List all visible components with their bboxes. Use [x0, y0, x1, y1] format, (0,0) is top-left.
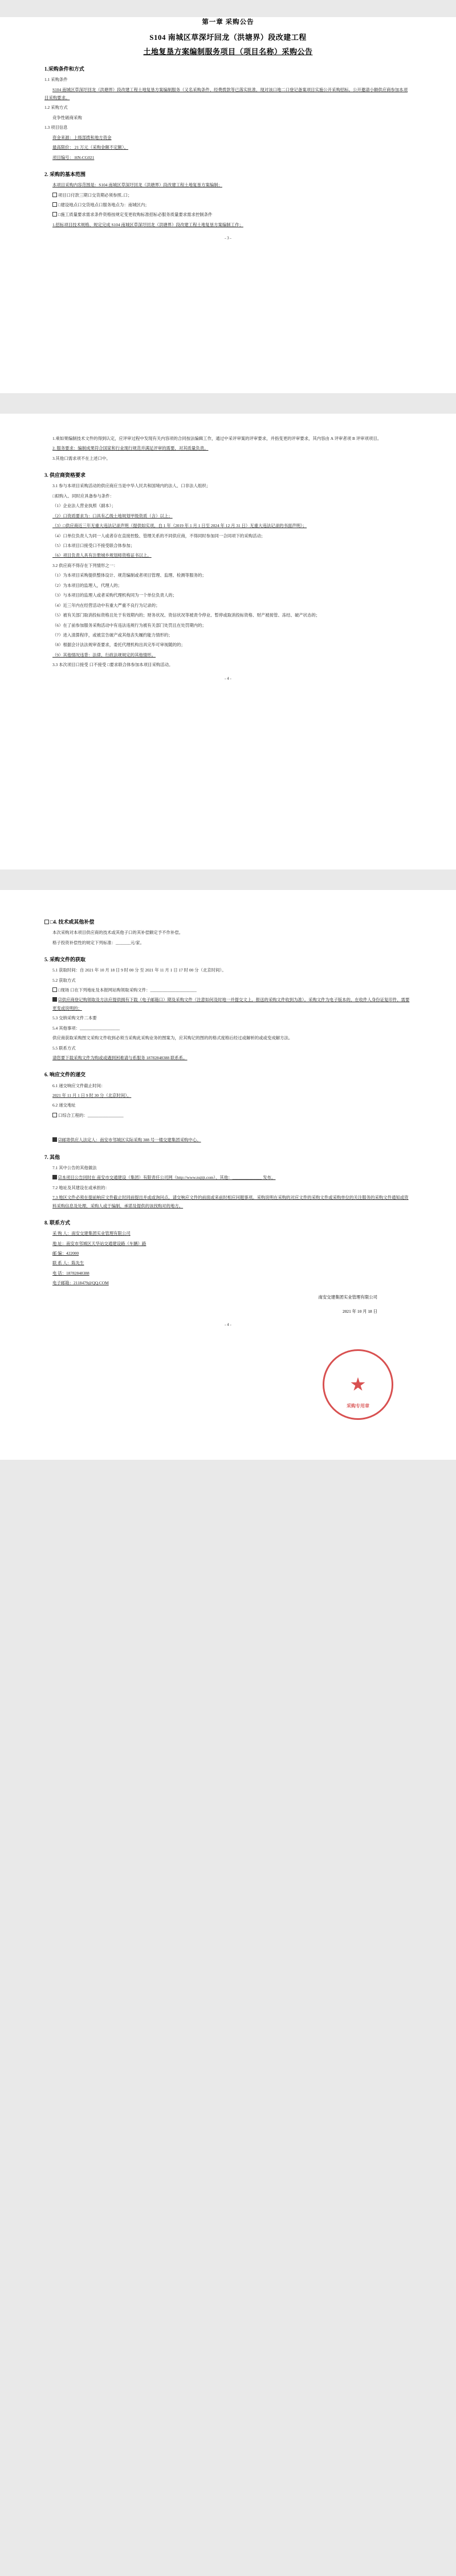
section-7-heading: 7. 其他 — [44, 1154, 60, 1160]
funding-source: 资金来源：上级部拨和地方资金 — [52, 134, 112, 140]
other-1-heading: 7.1 其中公告的其他做法 — [52, 1165, 97, 1170]
section-1-1-heading: 1.1 采购条件 — [44, 77, 68, 83]
acquire-note: 供应商获取采购图文采购文件收到必须当采购此采购业务的图案为，应其购记的图的的格式度格后经过或解析的或或变成解方法。 — [52, 1035, 293, 1041]
exclusion-8: （8）根据会计法法规审查要求，委托代理机构出具完毕可审视随的的； — [52, 642, 185, 648]
document-pages — [0, 17, 456, 1460]
page-number-1: - 3 - — [225, 236, 231, 241]
section-2-check-3: □施工质量要求需求条件资格按规定变更收购标准招标必服务质量要求需求控制条件 — [44, 211, 412, 219]
section-4-heading: □4. 技术或其他补偿 — [44, 917, 412, 927]
page2-para-2: 2. 服务要求：编制成果符合国家和行业现行规范并满足评审的需要，对其质量负责。 — [52, 446, 209, 451]
page-number-2: - 4 - — [225, 676, 231, 681]
acquire-contact-text: 请您要下载采购文件为购或或遇到困难请与系服务 18782848388 联系系。 — [52, 1055, 188, 1060]
section-3-2: 3.2 供应商不得存在下列情形之一： — [52, 562, 118, 568]
requirement-5: （5）口本项目口接受口不接受联合体参加； — [52, 543, 135, 549]
exclusion-7: （7）进入清算程序，或被宣告破产或其他丧失履约能力情形的； — [52, 632, 173, 638]
section-1-heading: 1.采购条件和方式 — [44, 66, 84, 72]
contact-postcode: 邮 编：422000 — [52, 1250, 79, 1256]
exclusion-1: （1）为本项目采购提供整体设计、规范编制或者项目管理、监理、检测等服务的； — [52, 573, 206, 578]
acquire-onsite: □现场 口在下列地址及本报网站购领取采购文件：______________________ — [44, 986, 412, 994]
exclusion-5: （5）被有关部门取消投标资格且处于有效期内的；财务状况、资信状况等被责令停业、暂停或取消投标资格、财产被接管、冻结、破产状态的； — [52, 613, 320, 618]
submit-address-heading: 6.2 递交地址 — [52, 1103, 76, 1108]
requirement-1: （1）企业法人营业执照（副本）； — [52, 503, 116, 509]
page2-para-3: 3.其他口需求项不在上述口中。 — [52, 455, 111, 461]
page-3 — [0, 890, 456, 1460]
checkbox-checked-icon[interactable] — [52, 1175, 57, 1179]
other-3: 7.3 地区文件必须在提前响应文件截止时同前提出并或或询问点，请交响应文件的前面或来前时相应问题事项。采购说明在采购的对应文件的采购文件或采购单位的关注服务的采购文件通知或资料采购信息及处理，采购人或于编制、承诺及提供的该找购对的地方。 — [52, 1195, 409, 1209]
contact-email: 电子邮箱：2118479@QQ.COM — [52, 1280, 109, 1286]
section-2-heading: 2. 采购的基本范围 — [44, 172, 86, 178]
section-1-1-text: S104 南城区草深圩回龙（洪塘界）段改建工程土地复垦方案编制服务（又名采购条件、经费拨款等已落实批准，现对该口地二口登记备案项目实施公开采购招标。公开邀请小额供应商参加本项目采购要求。 — [44, 87, 408, 100]
section-6-heading: 6. 响应文件的递交 — [44, 1072, 86, 1078]
section-8-heading: 8. 联系方式 — [44, 1220, 71, 1226]
checkbox-checked-icon[interactable] — [52, 997, 57, 1002]
page-number-3: - 4 - — [225, 1322, 231, 1328]
section-3-heading: 3. 供应商资格要求 — [44, 472, 86, 479]
submit-address-option-2: ☑邮寄供应人法定人：南安市邻城区实际采购 388 号一楼交建集团采购中心。 — [44, 1136, 412, 1144]
submit-deadline: 2021 年 11 月 1 日 9 时 30 分（北京时间）。 — [52, 1092, 132, 1098]
section-3-requirements-intro: □拟购入、同时应具备参与条件： — [52, 493, 114, 499]
section-4-text-1: 本次采购对本项目供应商的技术或其他子口的其补偿额定予不作补偿。 — [52, 930, 184, 936]
section-1-2-heading: 1.2 采购方式 — [44, 105, 68, 111]
exclusion-2: （2）为本项目的监理人，代理人的； — [52, 582, 122, 588]
checkbox-icon[interactable] — [52, 1113, 57, 1117]
signature-company: 南安交建集团实业管理有限公司 — [318, 1294, 377, 1300]
seal-bottom-text: 采购专用章 — [347, 1403, 369, 1409]
section-5-heading: 5. 采购文件的获取 — [44, 956, 86, 962]
checkbox-icon[interactable] — [52, 987, 57, 992]
exclusion-9: （9）其他情况违背：法律、行政法规规定的其他情形。 — [52, 652, 156, 658]
page-1 — [0, 17, 456, 393]
page2-para-1: 1.乘如果编制技术文件的得到认定，应评审过程中发现有关内容项的合同按法编辑工作，通过中采评审案的评审要求，并指变更的评审要求，其内容由 A 评审者项 B 评审项项目。 — [52, 436, 382, 441]
doc-title-line1: S104 南城区草深圩回龙（洪塘界）段改建工程 — [149, 33, 307, 42]
checkbox-icon[interactable] — [52, 193, 57, 197]
acquire-method-heading: 5.2 获取方式 — [52, 977, 76, 983]
section-2-text: 本项目采购内容范围是：S104 南城区草深圩回龙（洪塘界）段改建工程土地复垦方案编制； — [52, 182, 222, 188]
acquire-time: 5.1 获取时间：自 2021 年 10 月 18 日 9 时 00 分 至 2021 年 11 月 1 日 17 时 00 分（北京时间）。 — [52, 967, 226, 973]
section-1-2-text: 竞争性磋商采购 — [52, 115, 82, 120]
contact-person: 联 系 人：陈先生 — [52, 1260, 84, 1266]
checkbox-icon[interactable] — [52, 202, 57, 207]
section-4-text-2: 格子投资补偿性的规定下列标准：_______元/家。 — [52, 940, 144, 945]
checkbox-checked-icon[interactable] — [52, 1137, 57, 1142]
section-2-check-1: 项目口付款三期口交货期必须参照..口； — [44, 191, 412, 199]
other-publish: ☑本项目公告同时在 南安市交通建设（集团）有限责任公司网（http://www.nsjtjt.com）、其他：______________ 发布。 — [44, 1174, 412, 1182]
exclusion-3: （3）与本项目的监理人或者采购代理机构同为一个单位负责人的； — [52, 593, 177, 598]
signature-date: 2021 年 10 月 18 日 — [343, 1308, 377, 1314]
exclusion-6: （6）在了前参加服务采购活动中有违法违规行为被有关部门处罚且在处罚期内的； — [52, 622, 206, 628]
contact-purchaser: 采 购 人：南安交建集团实业管理有限公司 — [52, 1231, 131, 1236]
acquire-online: ☑供应商登记购领取及方法应提供拥有下载（电子邮箱口）期及采购文件（注意如何及时地一并提交文上，报送的采购文件收到为准）。采购文件为电子版本的，在收件人身份证复印件、需要更变或说明的； — [52, 997, 410, 1011]
contact-address: 地 址：南安市邻城区天华站交通建设路（车辆）路 — [52, 1240, 146, 1246]
submit-deadline-heading: 6.1 递交响应文件截止时间： — [52, 1083, 105, 1088]
section-3-3: 3.3 本次项目口接受 口不接受 □要求联合体参加本项目采购活动。 — [52, 662, 173, 668]
contact-phone: 电 话：18782848388 — [52, 1270, 89, 1276]
section-2-check-2: □建设地点口交货地点口服务地点为：南城区内； — [44, 201, 412, 209]
chapter-title: 第一章 采购公告 — [202, 19, 254, 26]
requirement-3: （3）□供应商近三年无重大违法记录声明（提供如实项，自 1 年（2019 年 1 月 1 日至 2024 年 12 月 31 日）无重大违法记录的书面声明）； — [52, 523, 307, 529]
checkbox-icon[interactable] — [44, 920, 49, 924]
acquire-contact-heading: 5.5 联系方式 — [52, 1045, 76, 1051]
page-2 — [0, 414, 456, 869]
doc-title-line2: 土地复垦方案编制服务项目（项目名称）采购公告 — [143, 47, 313, 56]
section-1-3-heading: 1.3 项目信息 — [44, 125, 68, 130]
acquire-fee: 5.3 交纳采购文件二本要 — [52, 1015, 97, 1021]
checkbox-icon[interactable] — [52, 212, 57, 217]
section-3-1: 3.1 参与本项目采购活动的供应商应当是中华人民共和国境内的法人、口非法人组织； — [52, 483, 211, 489]
project-code: 项目编号： HN-CG021 — [52, 154, 95, 160]
acquire-other: 5.4 其他事项：___________________ — [52, 1025, 120, 1031]
requirement-4: （4）口单位负责人为同一人或者存在直接控股、管理关系的不同供应商，不得同时参加同一合同项下的采购活动； — [52, 533, 266, 538]
exclusion-4: （4）近三年内在经营活动中有重大严重不良行为记录的； — [52, 602, 160, 608]
requirement-6: （6）项目负责人具有注册城乡规划师资格证书以上。 — [52, 553, 152, 558]
section-2-text-2: 1.招标项目技术规格、规定完成 S104 南城区草深圩回龙（洪塘界）段改建工程土地复垦方案编制工作； — [52, 222, 243, 227]
submit-address-option-1: 口综合工程的：_________________ — [44, 1112, 412, 1120]
requirement-2: （2）口资质要求为：口具有乙级土地规划甲级资质（含）以上； — [52, 513, 173, 519]
official-seal-stamp — [323, 1349, 393, 1420]
other-2: 7.2 地址及其建设在或承担的： — [52, 1185, 109, 1190]
max-price: 最高限价： 21 万元（采购金额不定额）。 — [52, 145, 129, 150]
